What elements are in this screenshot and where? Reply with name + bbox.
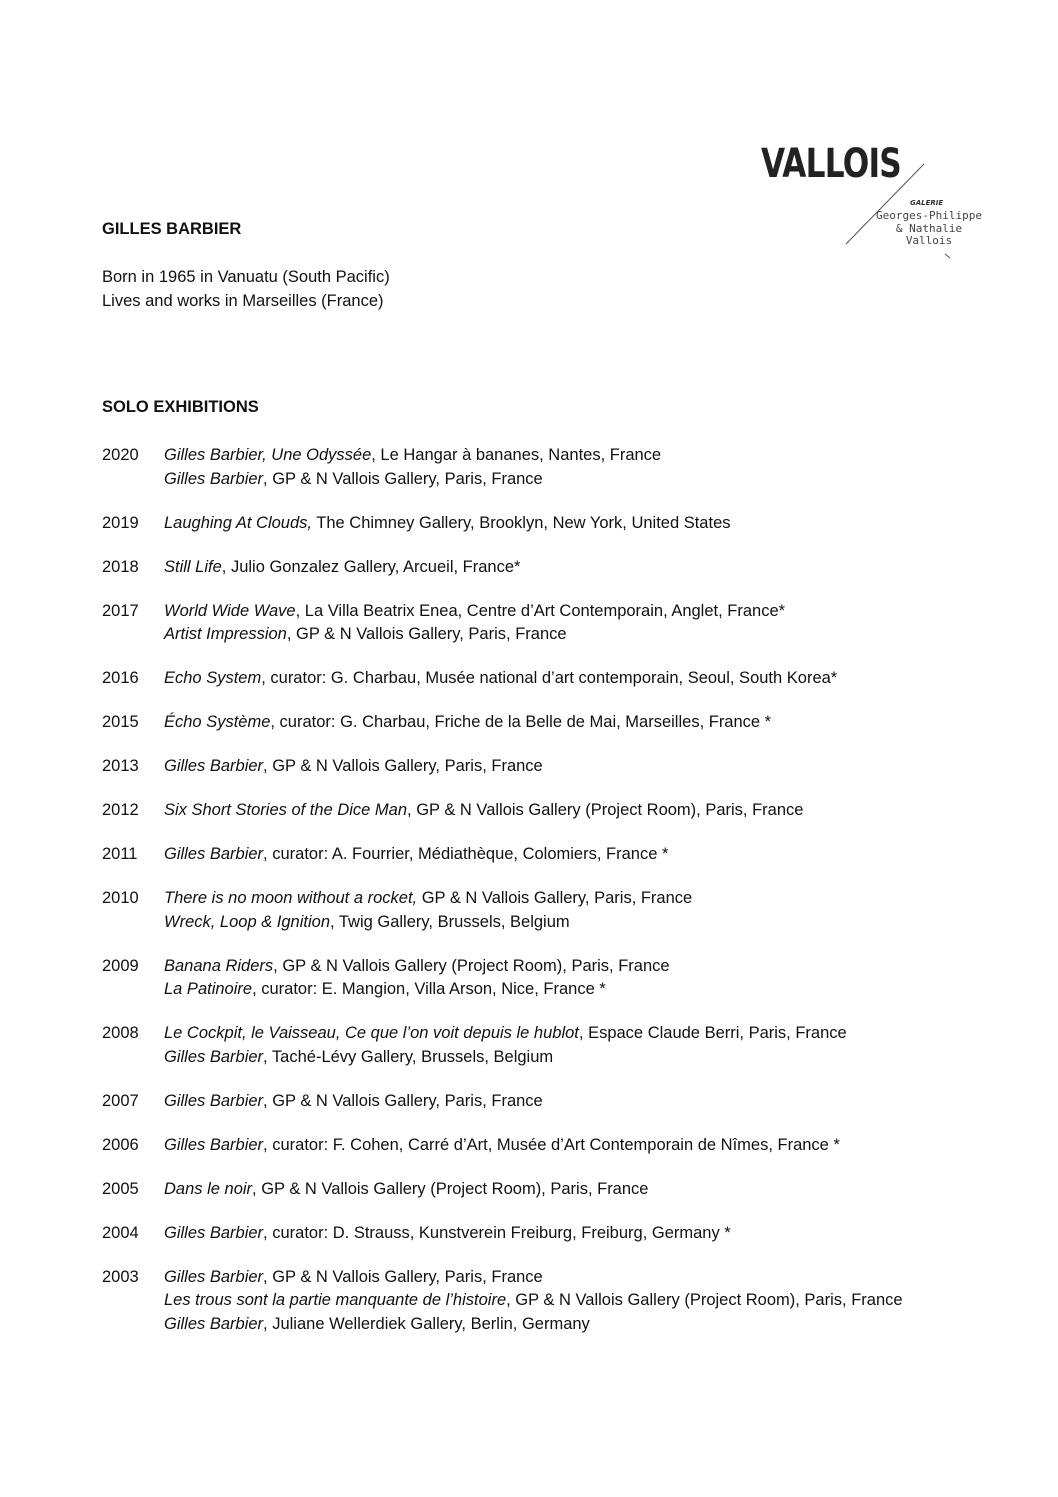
exhibition-entry [102, 1266, 1002, 1337]
exhibition-entry [102, 600, 1002, 647]
exhibition-entry [102, 1178, 1002, 1202]
exhibition-lines [164, 711, 1002, 735]
exhibition-details: , GP & N Vallois Gallery, Paris, France [263, 469, 543, 488]
exhibition-line [164, 843, 1002, 867]
exhibition-year: 2005 [102, 1179, 139, 1198]
exhibition-entry [102, 955, 1002, 1002]
exhibition-title: Six Short Stories of the Dice Man [164, 801, 408, 819]
exhibition-details: , GP & N Vallois Gallery, Paris, France [263, 1267, 543, 1286]
exhibition-year: 2012 [102, 801, 139, 819]
exhibition-lines [164, 1022, 1002, 1069]
artist-bio [102, 265, 390, 313]
exhibition-year: 2016 [102, 669, 139, 687]
exhibition-title: Banana Riders [164, 956, 274, 975]
exhibition-details: , La Villa Beatrix Enea, Centre d’Art Contemporain, Anglet, France* [295, 601, 786, 620]
exhibition-year: 2009 [102, 956, 139, 975]
exhibition-line [164, 1046, 1002, 1070]
exhibition-title: Les trous sont la partie manquante de l’histoire [164, 1291, 507, 1309]
artist-born: Born in 1965 in Vanuatu (South Pacific) [102, 268, 390, 286]
exhibition-lines [164, 444, 1002, 491]
logo-name-line: Vallois [905, 234, 953, 247]
exhibition-line [164, 911, 1002, 935]
exhibition-lines [164, 755, 1002, 779]
exhibition-lines [164, 1090, 1002, 1114]
exhibition-entry [102, 711, 1002, 735]
exhibition-title: Gilles Barbier, Une Odyssée [164, 446, 372, 464]
exhibition-line [164, 887, 1002, 911]
exhibition-year: 2020 [102, 446, 139, 464]
exhibition-lines [164, 1266, 1002, 1337]
exhibition-title: Gilles Barbier [164, 1047, 264, 1066]
exhibition-lines [164, 667, 1002, 691]
exhibition-title: Gilles Barbier [164, 1223, 264, 1242]
exhibition-year: 2007 [102, 1091, 139, 1110]
exhibition-title: Écho Système [164, 713, 271, 731]
exhibition-details: , GP & N Vallois Gallery (Project Room), Paris, France [252, 1179, 649, 1198]
exhibition-details: , GP & N Vallois Gallery, Paris, France [263, 757, 543, 775]
exhibition-title: Artist Impression [164, 625, 287, 643]
exhibition-line [164, 755, 1002, 779]
exhibition-details: , curator: D. Strauss, Kunstverein Freiburg, Freiburg, Germany * [263, 1223, 731, 1242]
exhibition-lines [164, 1134, 1002, 1158]
exhibition-lines [164, 799, 1002, 823]
exhibition-entry [102, 843, 1002, 867]
exhibition-line [164, 711, 1002, 735]
exhibition-details: , Twig Gallery, Brussels, Belgium [330, 912, 570, 931]
exhibition-line [164, 1222, 1002, 1246]
artist-name: GILLES BARBIER [102, 220, 242, 238]
exhibition-entry [102, 667, 1002, 691]
logo-galerie-label: GALERIE [910, 199, 944, 207]
exhibition-lines [164, 556, 1002, 580]
exhibition-title: Gilles Barbier [164, 469, 264, 488]
exhibition-title: World Wide Wave [164, 601, 296, 620]
exhibition-line [164, 600, 1002, 624]
exhibition-entry [102, 887, 1002, 934]
exhibition-details: , Juliane Wellerdiek Gallery, Berlin, Germany [263, 1314, 590, 1333]
exhibition-lines [164, 887, 1002, 934]
exhibition-lines [164, 843, 1002, 867]
exhibition-details: , curator: A. Fourrier, Médiathèque, Colomiers, France * [263, 845, 669, 863]
exhibition-year: 2013 [102, 757, 139, 775]
exhibition-details: , GP & N Vallois Gallery (Project Room), Paris, France [506, 1291, 903, 1309]
exhibition-entry [102, 1134, 1002, 1158]
exhibition-line [164, 1266, 1002, 1290]
exhibition-details: , GP & N Vallois Gallery, Paris, France [263, 1091, 543, 1110]
exhibition-title: Gilles Barbier [164, 1314, 264, 1333]
exhibition-entry [102, 556, 1002, 580]
exhibition-details: GP & N Vallois Gallery, Paris, France [417, 889, 693, 907]
exhibition-details: , curator: G. Charbau, Friche de la Belle de Mai, Marseilles, France * [270, 713, 772, 731]
exhibition-year: 2003 [102, 1267, 139, 1286]
exhibition-line [164, 1178, 1002, 1202]
exhibition-line [164, 1289, 1002, 1313]
exhibition-title: Gilles Barbier [164, 1267, 264, 1286]
exhibition-line [164, 1313, 1002, 1337]
exhibition-year: 2006 [102, 1135, 139, 1154]
exhibition-title: La Patinoire [164, 980, 253, 998]
exhibition-title: Echo System [164, 669, 262, 687]
exhibition-list [102, 444, 1002, 1357]
exhibition-entry [102, 1090, 1002, 1114]
exhibition-line [164, 444, 1002, 468]
exhibition-title: Wreck, Loop & Ignition [164, 912, 330, 931]
logo-names [868, 210, 990, 248]
exhibition-details: , GP & N Vallois Gallery, Paris, France [286, 625, 567, 643]
exhibition-lines [164, 1178, 1002, 1202]
exhibition-line [164, 978, 1002, 1002]
exhibition-title: Gilles Barbier [164, 1091, 264, 1110]
exhibition-line [164, 468, 1002, 492]
exhibition-details: , Espace Claude Berri, Paris, France [578, 1024, 847, 1042]
exhibition-details: , GP & N Vallois Gallery (Project Room), Paris, France [273, 956, 670, 975]
exhibition-line [164, 556, 1002, 580]
exhibition-details: , curator: E. Mangion, Villa Arson, Nice, France * [252, 980, 606, 998]
exhibition-entry [102, 512, 1002, 536]
exhibition-line [164, 623, 1002, 647]
exhibition-line [164, 667, 1002, 691]
gallery-logo [760, 140, 990, 270]
exhibition-entry [102, 444, 1002, 491]
exhibition-year: 2011 [102, 845, 138, 863]
exhibition-line [164, 512, 1002, 536]
exhibition-details: , curator: G. Charbau, Musée national d’art contemporain, Seoul, South Korea* [261, 669, 838, 687]
exhibition-lines [164, 955, 1002, 1002]
exhibition-line [164, 1090, 1002, 1114]
exhibition-lines [164, 600, 1002, 647]
section-title: SOLO EXHIBITIONS [102, 398, 259, 416]
exhibition-lines [164, 1222, 1002, 1246]
logo-tick-icon [944, 253, 952, 259]
exhibition-title: Dans le noir [164, 1179, 253, 1198]
exhibition-title: Gilles Barbier [164, 1135, 264, 1154]
exhibition-title: Laughing At Clouds, [164, 513, 312, 532]
exhibition-entry [102, 799, 1002, 823]
exhibition-line [164, 1022, 1002, 1046]
exhibition-details: , Taché-Lévy Gallery, Brussels, Belgium [263, 1047, 554, 1066]
exhibition-line [164, 799, 1002, 823]
artist-lives: Lives and works in Marseilles (France) [102, 292, 384, 310]
exhibition-entry [102, 755, 1002, 779]
logo-name-line: & Nathalie [895, 221, 963, 235]
exhibition-title: Gilles Barbier [164, 757, 264, 775]
logo-wordmark: VALLOIS [761, 141, 901, 187]
exhibition-details: , curator: F. Cohen, Carré d’Art, Musée d’Art Contemporain de Nîmes, France * [263, 1135, 840, 1154]
exhibition-year: 2017 [102, 601, 139, 620]
exhibition-year: 2018 [102, 557, 139, 576]
exhibition-entry [102, 1022, 1002, 1069]
exhibition-details: , Le Hangar à bananes, Nantes, France [371, 446, 662, 464]
exhibition-line [164, 955, 1002, 979]
exhibition-title: Still Life [164, 557, 222, 576]
exhibition-entry [102, 1222, 1002, 1246]
exhibition-year: 2004 [102, 1223, 139, 1242]
exhibition-year: 2010 [102, 889, 139, 907]
exhibition-line [164, 1134, 1002, 1158]
exhibition-year: 2015 [102, 713, 139, 731]
exhibition-details: , Julio Gonzalez Gallery, Arcueil, France* [221, 557, 521, 576]
exhibition-year: 2019 [102, 513, 139, 532]
exhibition-details: , GP & N Vallois Gallery (Project Room), Paris, France [407, 801, 804, 819]
exhibition-title: There is no moon without a rocket, [164, 889, 418, 907]
logo-name-line: Georges-Philippe [876, 209, 982, 222]
exhibition-lines [164, 512, 1002, 536]
exhibition-year: 2008 [102, 1024, 139, 1042]
exhibition-details: The Chimney Gallery, Brooklyn, New York, United States [312, 513, 731, 532]
exhibition-title: Le Cockpit, le Vaisseau, Ce que l’on voit depuis le hublot [164, 1024, 579, 1042]
exhibition-title: Gilles Barbier [164, 845, 264, 863]
